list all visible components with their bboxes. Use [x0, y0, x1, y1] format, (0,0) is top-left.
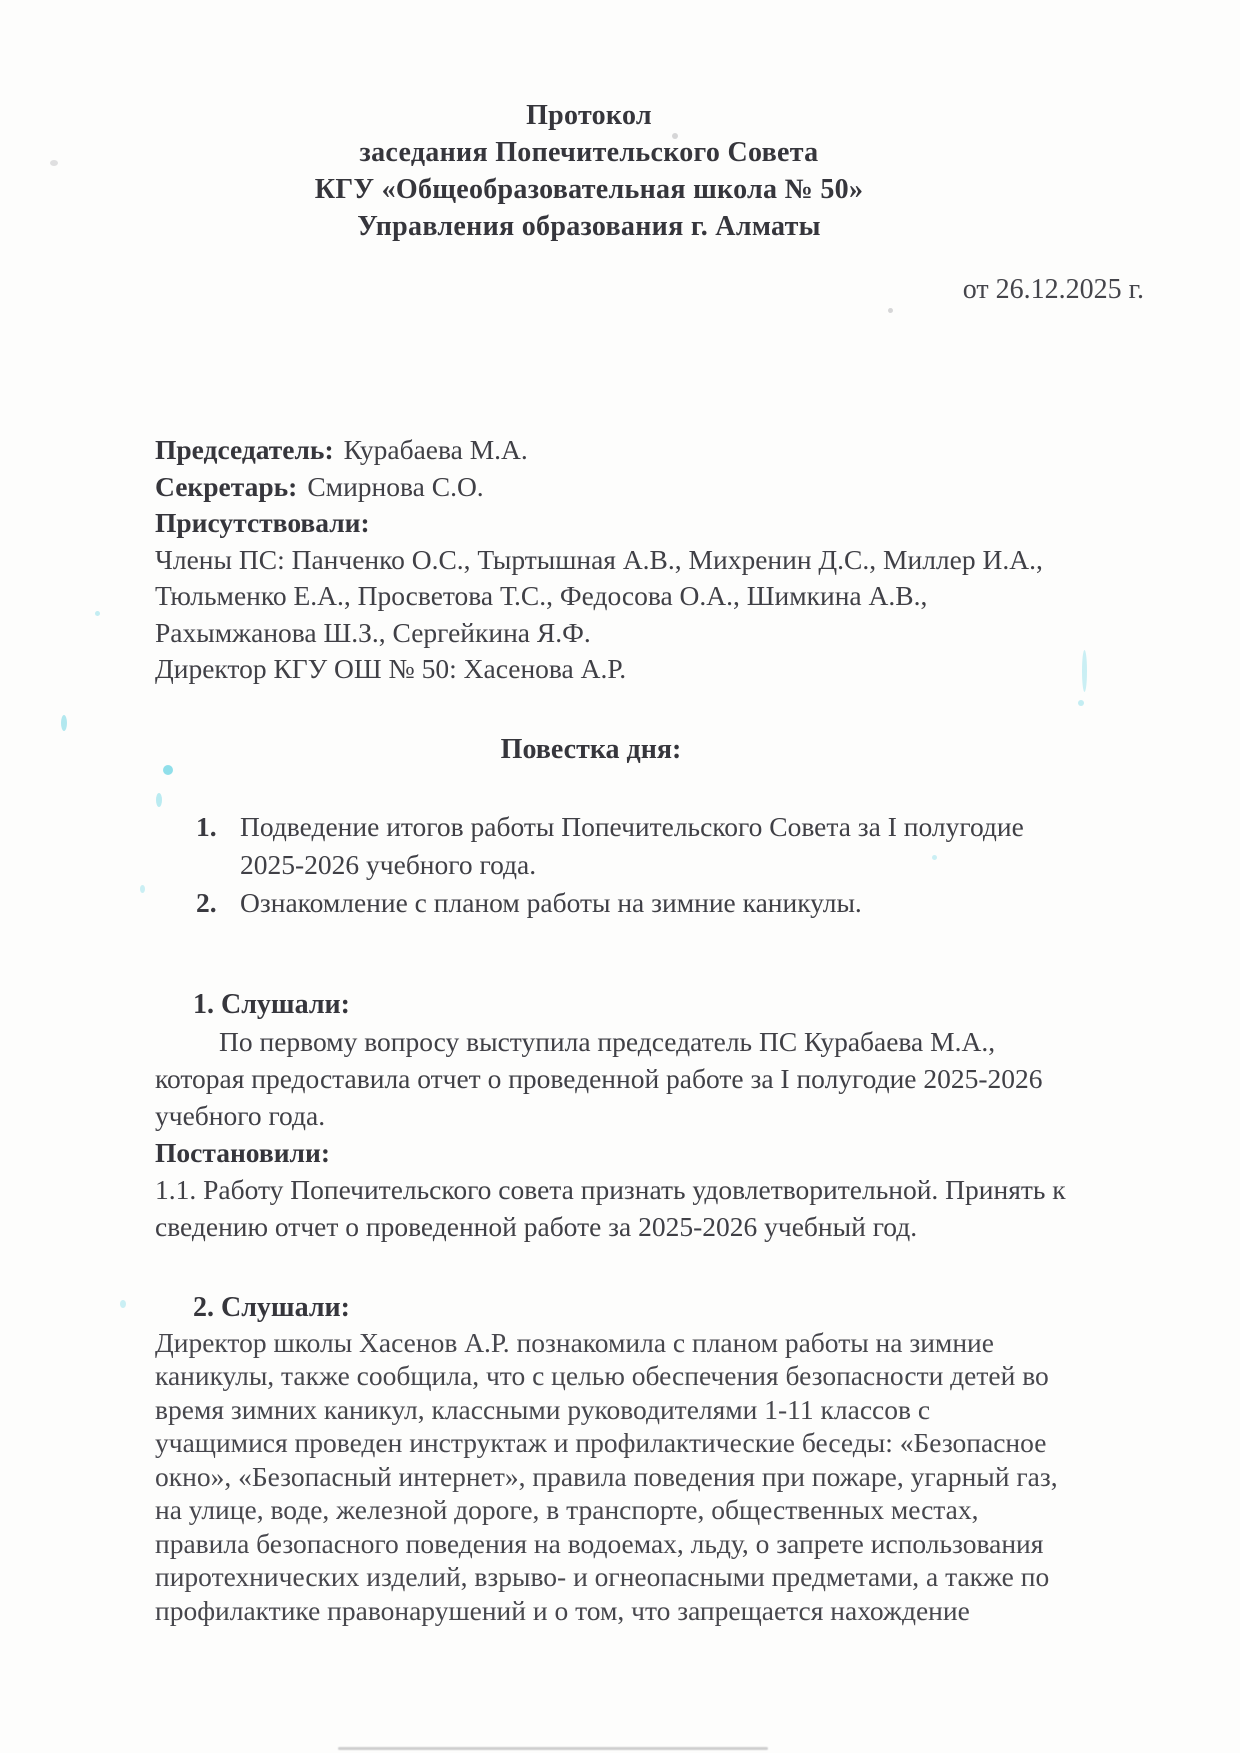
- protocol-date: от 26.12.2025 г.: [962, 274, 1144, 305]
- agenda-item: [196, 884, 1130, 922]
- agenda-item-text: [240, 808, 1130, 884]
- agenda-item-number: 2.: [196, 886, 217, 918]
- scan-edge-artifact: [338, 1747, 768, 1750]
- scan-artifact: [120, 1300, 126, 1308]
- section2-paragraph-line: учащимися проведен инструктаж и профилактические беседы: «Безопасное: [155, 1427, 1047, 1458]
- secretary-label: Секретарь:: [155, 470, 298, 502]
- secretary-row: [155, 469, 1130, 506]
- attendees-line: Директор КГУ ОШ № 50: Хасенова А.Р.: [155, 653, 627, 684]
- attendees-line: Члены ПС: Панченко О.С., Тыртышная А.В., Михренин Д.С., Миллер И.А.,: [155, 543, 1043, 575]
- section1-paragraph-line: По первому вопросу выступила председатель ПС Курабаева М.А.,: [219, 1025, 996, 1057]
- scan-artifact: [1078, 700, 1084, 706]
- section1-heading: 1. Слушали:: [193, 988, 350, 1020]
- agenda-item: [196, 808, 1130, 884]
- agenda-heading: Повестка дня:: [500, 733, 682, 765]
- scan-artifact: [163, 765, 173, 775]
- attendees-line: Рахымжанова Ш.З., Сергейкина Я.Ф.: [155, 616, 591, 648]
- title-line-2: заседания Попечительского Совета: [359, 137, 819, 168]
- agenda-item-number: 1.: [196, 810, 217, 842]
- section-1: [155, 986, 1140, 1245]
- meta-block: [155, 432, 1130, 688]
- title-block: [0, 0, 1240, 245]
- title-line-1: Протокол: [526, 100, 652, 131]
- section1-paragraph-line: которая предоставила отчет о проведенной работе за I полугодие 2025-2026: [155, 1062, 1043, 1094]
- title-line-4: Управления образования г. Алматы: [357, 211, 821, 242]
- section2-paragraph-line: на улице, воде, железной дороге, в транспорте, общественных местах,: [155, 1494, 979, 1525]
- chairman-row: [155, 432, 1130, 469]
- chairman-label: Председатель:: [155, 434, 334, 465]
- scan-artifact: [61, 715, 67, 731]
- resolution-line: сведению отчет о проведенной работе за 2025-2026 учебный год.: [155, 1210, 918, 1242]
- attendees-heading: Присутствовали:: [155, 507, 370, 538]
- secretary-name: Смирнова С.О.: [307, 470, 484, 502]
- resolution-heading: Постановили:: [155, 1136, 330, 1168]
- section2-paragraph-line: окно», «Безопасный интернет», правила поведения при пожаре, угарный газ,: [155, 1460, 1058, 1492]
- section2-paragraph-line: пиротехнических изделий, взрыво- и огнеопасными предметами, а также по: [155, 1561, 1050, 1592]
- chairman-name: Курабаева М.А.: [343, 434, 528, 465]
- attendees-line: Тюльменко Е.А., Просветова Т.С., Федосова О.А., Шимкина А.В.,: [155, 580, 928, 611]
- section2-paragraph-line: каникулы, также сообщила, что с целью обеспечения безопасности детей во: [155, 1360, 1049, 1391]
- scan-artifact: [140, 885, 145, 893]
- section2-paragraph-line: профилактике правонарушений и о том, что запрещается нахождение: [155, 1594, 970, 1626]
- scan-artifact: [888, 308, 893, 313]
- agenda-item-line: Ознакомление с планом работы на зимние каникулы.: [240, 886, 862, 918]
- agenda-item-text: [240, 884, 1130, 922]
- scan-artifact: [95, 611, 100, 616]
- title-line-3: КГУ «Общеобразовательная школа № 50»: [314, 174, 864, 205]
- agenda-item-line: 2025-2026 учебного года.: [240, 848, 537, 880]
- section2-heading: 2. Слушали:: [193, 1291, 350, 1323]
- resolution-line: 1.1. Работу Попечительского совета признать удовлетворительной. Принять к: [155, 1173, 1066, 1205]
- section2-paragraph-line: время зимних каникул, классными руководителями 1-11 классов с: [155, 1393, 931, 1425]
- agenda-item-line: Подведение итогов работы Попечительского Совета за I полугодие: [240, 810, 1024, 842]
- agenda-list: [196, 808, 1130, 922]
- section-2: [155, 1289, 1145, 1628]
- section1-paragraph-line: учебного года.: [155, 1099, 326, 1131]
- section2-paragraph-line: Директор школы Хасенов А.Р. познакомила с планом работы на зимние: [155, 1326, 994, 1358]
- scan-artifact: [156, 793, 162, 807]
- section2-paragraph-line: правила безопасного поведения на водоемах, льду, о запрете использования: [155, 1527, 1044, 1559]
